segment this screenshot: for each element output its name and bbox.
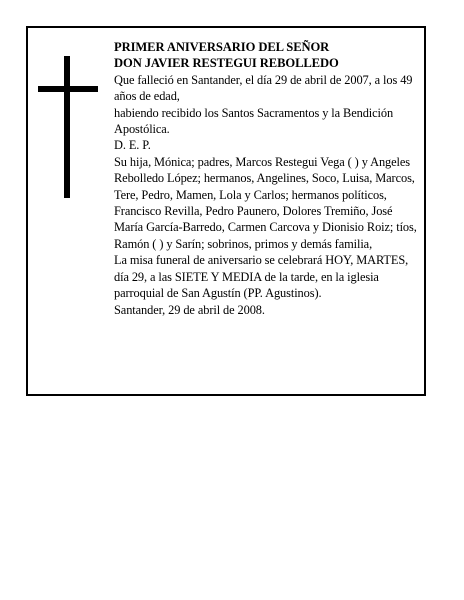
cross-horizontal-bar <box>38 86 98 92</box>
cross-icon <box>38 56 98 198</box>
death-info-text: Que falleció en Santander, el día 29 de abril de 2007, a los 49 años de edad, <box>114 72 413 104</box>
mass-text: La misa funeral de aniversario se celebrará HOY, MARTES, día 29, a las SIETE Y MEDIA de la tarde, en la iglesia parroquial de San Agustín (PP. Agustinos). <box>114 253 409 301</box>
notice-heading-line-2: DON JAVIER RESTEGUI REBOLLEDO <box>114 56 339 71</box>
sacraments-text: habiendo recibido los Santos Sacramentos y la Bendición Apostólica. <box>114 105 394 137</box>
place-date-text: Santander, 29 de abril de 2008. <box>114 302 265 317</box>
rip-text: D. E. P. <box>114 138 151 153</box>
family-text: Su hija, Mónica; padres, Marcos Restegui Vega ( ) y Angeles Rebolledo López; hermanos, Angelines, Soco, Luisa, Marcos, Tere, Pedro, Mamen, Lola y Carlos; hermanos políticos, Francisco Revilla, Pedro Paunero, Dolores Tremiño, José María García-Barredo, Carmen Carcova y Dionisio Roiz; tíos, Ramón ( ) y Sarín; sobrinos, primos y demás familia, <box>114 154 417 251</box>
cross-vertical-bar <box>64 56 70 198</box>
obituary-notice <box>26 26 426 396</box>
notice-heading-line-1: PRIMER ANIVERSARIO DEL SEÑOR <box>114 40 330 54</box>
notice-body <box>114 39 422 318</box>
